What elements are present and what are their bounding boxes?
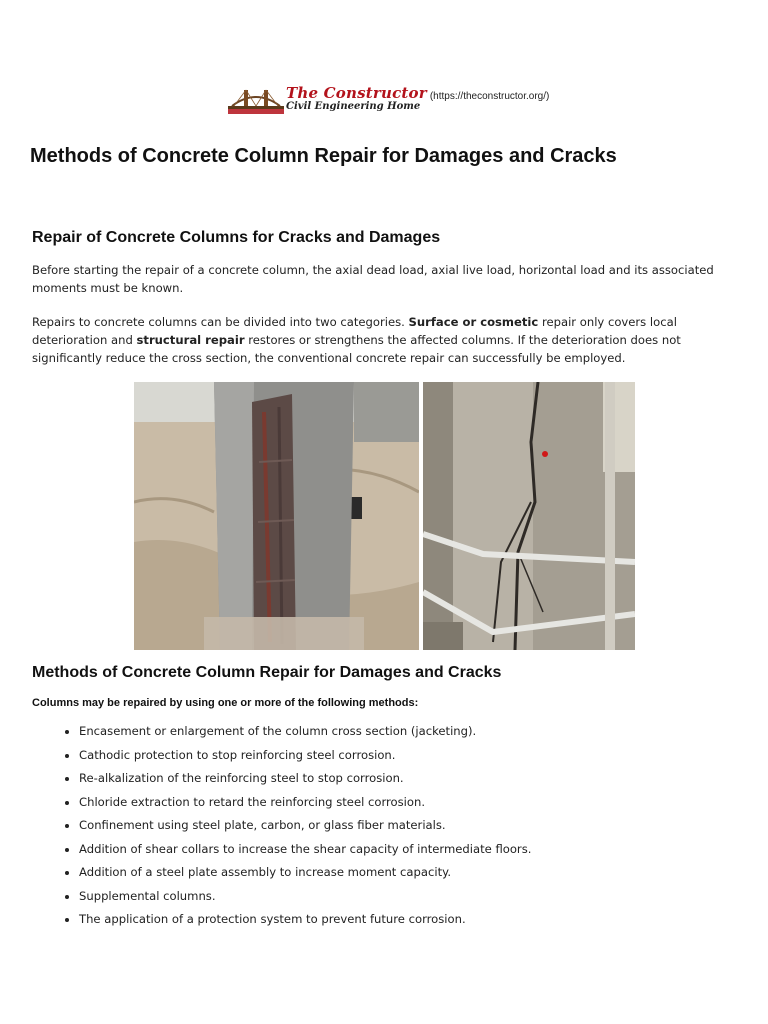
list-item: • Encasement or enlargement of the column cross section (jacketing). — [79, 720, 719, 744]
list-item: • Re-alkalization of the reinforcing steel to stop corrosion. — [79, 767, 719, 791]
list-item: • The application of a protection system to prevent future corrosion. — [79, 908, 719, 932]
methods-list — [40, 720, 719, 932]
list-item: • Confinement using steel plate, carbon, or glass fiber materials. — [79, 814, 719, 838]
bold-structural-repair: structural repair — [136, 333, 245, 347]
logo-tagline: Civil Engineering Home — [286, 101, 421, 112]
document-title: Methods of Concrete Column Repair for Damages and Cracks — [30, 145, 617, 167]
paragraph-loads: Before starting the repair of a concrete column, the axial dead load, axial live load, horizontal load and its associated moments must be known. — [32, 263, 714, 295]
spalled-column-photo — [134, 382, 419, 650]
list-item: • Cathodic protection to stop reinforcing steel corrosion. — [79, 744, 719, 768]
methods-lead-text: Columns may be repaired by using one or more of the following methods: — [32, 697, 419, 709]
section-heading-methods: Methods of Concrete Column Repair for Damages and Cracks — [32, 664, 502, 681]
paragraph-repair-categories: Repairs to concrete columns can be divided into two categories. Surface or cosmetic repair only covers local deterioration and structural repair restores or strengthens the affected columns. If the deterioration does not significantly reduce the cross section, the conventional concrete repair can successfully be employed. — [32, 315, 681, 365]
bold-surface-cosmetic: Surface or cosmetic — [408, 315, 539, 329]
list-item: • Supplemental columns. — [79, 885, 719, 909]
logo-name: The Constructor — [286, 84, 427, 102]
list-item: • Addition of shear collars to increase the shear capacity of intermediate floors. — [79, 838, 719, 862]
cracked-column-photo — [423, 382, 635, 650]
section-heading-repair: Repair of Concrete Columns for Cracks and Damages — [32, 229, 441, 246]
logo-url-link[interactable]: (https://theconstructor.org/) — [429, 91, 550, 102]
site-logo[interactable] — [228, 84, 549, 114]
list-item: • Addition of a steel plate assembly to increase moment capacity. — [79, 861, 719, 885]
list-item: • Chloride extraction to retard the reinforcing steel corrosion. — [79, 791, 719, 815]
bridge-logo-icon — [228, 84, 284, 114]
column-damage-photos — [134, 382, 635, 650]
